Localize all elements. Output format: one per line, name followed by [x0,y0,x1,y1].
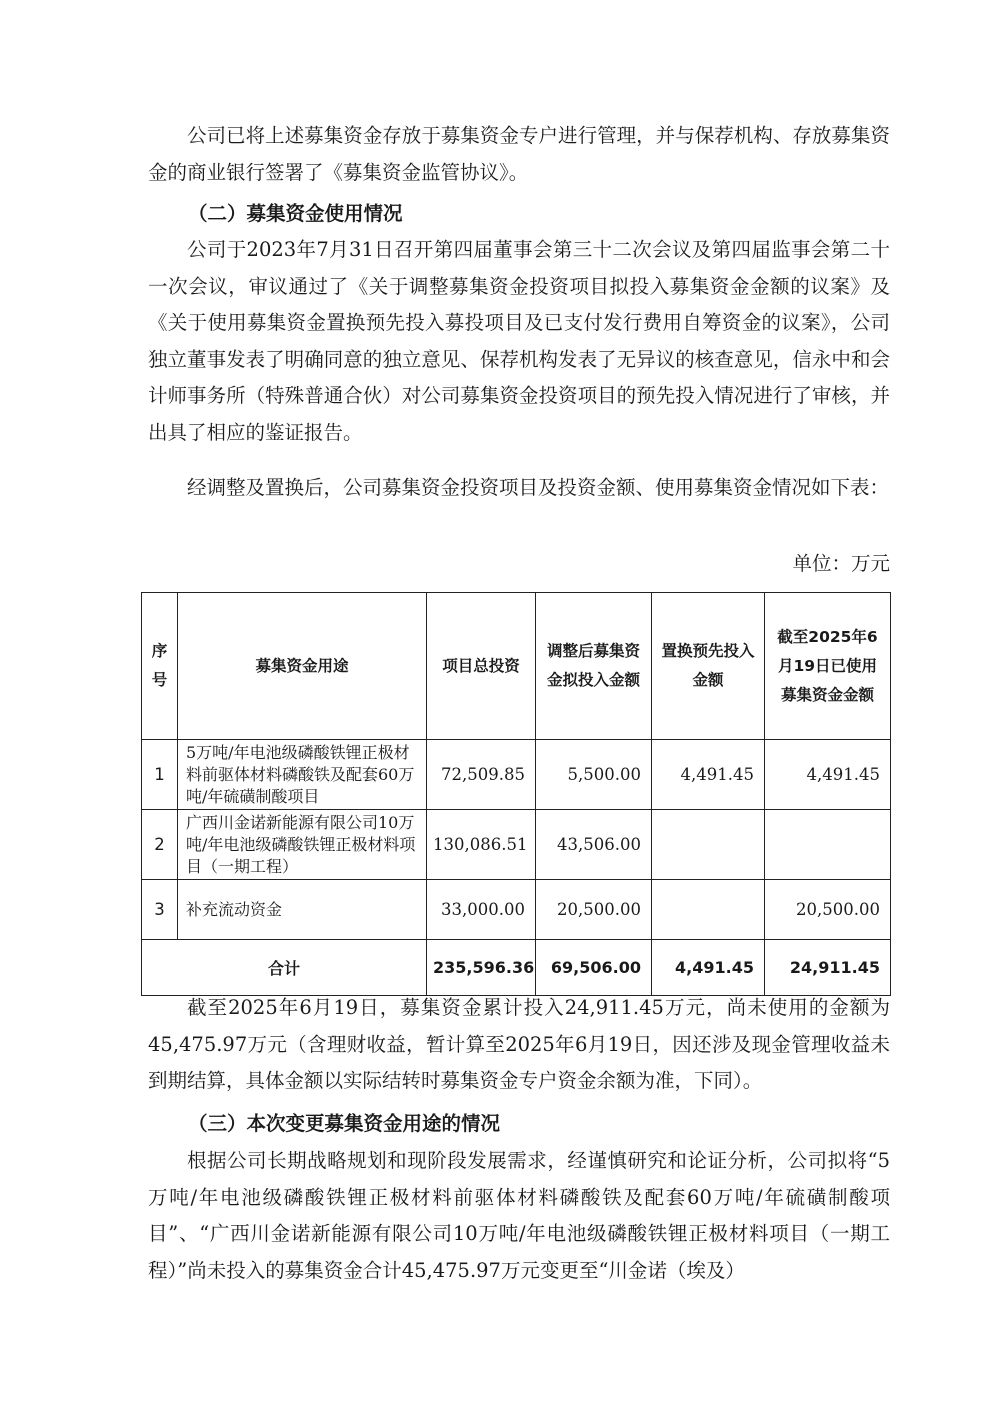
total-adjusted: 69,506.00 [536,940,652,996]
table-total-row [142,940,891,996]
paragraph-usage-change: 根据公司长期战略规划和现阶段发展需求，经谨慎研究和论证分析，公司拟将“5万吨/年电池级磷酸铁锂正极材料前驱体材料磷酸铁及配套60万吨/年硫磺制酸项目”、“广西川金诺新能源有限公司10万吨/年电池级磷酸铁锂正极材料项目（一期工程）”尚未投入的募集资金合计45,475.97万元变更至“川金诺（埃及） [148,1149,891,1282]
row-adjusted: 20,500.00 [536,880,652,940]
row-use: 广西川金诺新能源有限公司10万吨/年电池级磷酸铁锂正极材料项目（一期工程） [178,810,427,880]
total-replaced: 4,491.45 [652,940,765,996]
paragraph-board-resolution: 公司于2023年7月31日召开第四届董事会第三十二次会议及第四届监事会第二十一次会议，审议通过了《关于调整募集资金投资项目拟投入募集资金金额的议案》及《关于使用募集资金置换预先投入募投项目及已支付发行费用自筹资金的议案》，公司独立董事发表了明确同意的独立意见、保荐机构发表了无异议的核查意见，信永中和会计师事务所（特殊普通合伙）对公司募集资金投资项目的预先投入情况进行了审核，并出具了相应的鉴证报告。 [148,238,890,444]
section-heading-usage-change: （三）本次变更募集资金用途的情况 [188,1112,501,1135]
fund-usage-table [141,592,891,996]
row-total: 130,086.51 [427,810,536,880]
row-adjusted: 5,500.00 [536,740,652,810]
unit-label: 单位：万元 [792,552,890,575]
table-row [142,810,891,880]
header-use: 募集资金用途 [178,593,427,740]
header-adjusted-amount: 调整后募集资金拟投入金额 [536,593,652,740]
row-use: 5万吨/年电池级磷酸铁锂正极材料前驱体材料磷酸铁及配套60万吨/年硫磺制酸项目 [178,740,427,810]
row-used: 4,491.45 [765,740,891,810]
table-row [142,740,891,810]
paragraph-table-intro: 经调整及置换后，公司募集资金投资项目及投资金额、使用募集资金情况如下表： [187,476,890,499]
header-replaced-amount: 置换预先投入金额 [652,593,765,740]
total-used: 24,911.45 [765,940,891,996]
table-header-row [142,593,891,740]
row-index: 1 [142,740,178,810]
header-total-investment: 项目总投资 [427,593,536,740]
row-used: 20,500.00 [765,880,891,940]
table-row [142,880,891,940]
header-index: 序号 [142,593,178,740]
total-label: 合计 [142,940,427,996]
paragraph-cumulative-investment: 截至2025年6月19日，募集资金累计投入24,911.45万元，尚未使用的金额为45,475.97万元（含理财收益，暂计算至2025年6月19日，因还涉及现金管理收益未到期结算，具体金额以实际结转时募集资金专户资金余额为准，下同）。 [148,996,890,1092]
row-used [765,810,891,880]
header-used-amount: 截至2025年6月19日已使用募集资金金额 [765,593,891,740]
row-index: 3 [142,880,178,940]
row-total: 33,000.00 [427,880,536,940]
row-replaced [652,880,765,940]
row-adjusted: 43,506.00 [536,810,652,880]
row-use: 补充流动资金 [178,880,427,940]
paragraph-account-management: 公司已将上述募集资金存放于募集资金专户进行管理，并与保荐机构、存放募集资金的商业银行签署了《募集资金监管协议》。 [148,124,890,184]
row-index: 2 [142,810,178,880]
section-heading-fund-usage: （二）募集资金使用情况 [188,202,403,225]
total-investment: 235,596.36 [427,940,536,996]
row-replaced [652,810,765,880]
row-replaced: 4,491.45 [652,740,765,810]
row-total: 72,509.85 [427,740,536,810]
